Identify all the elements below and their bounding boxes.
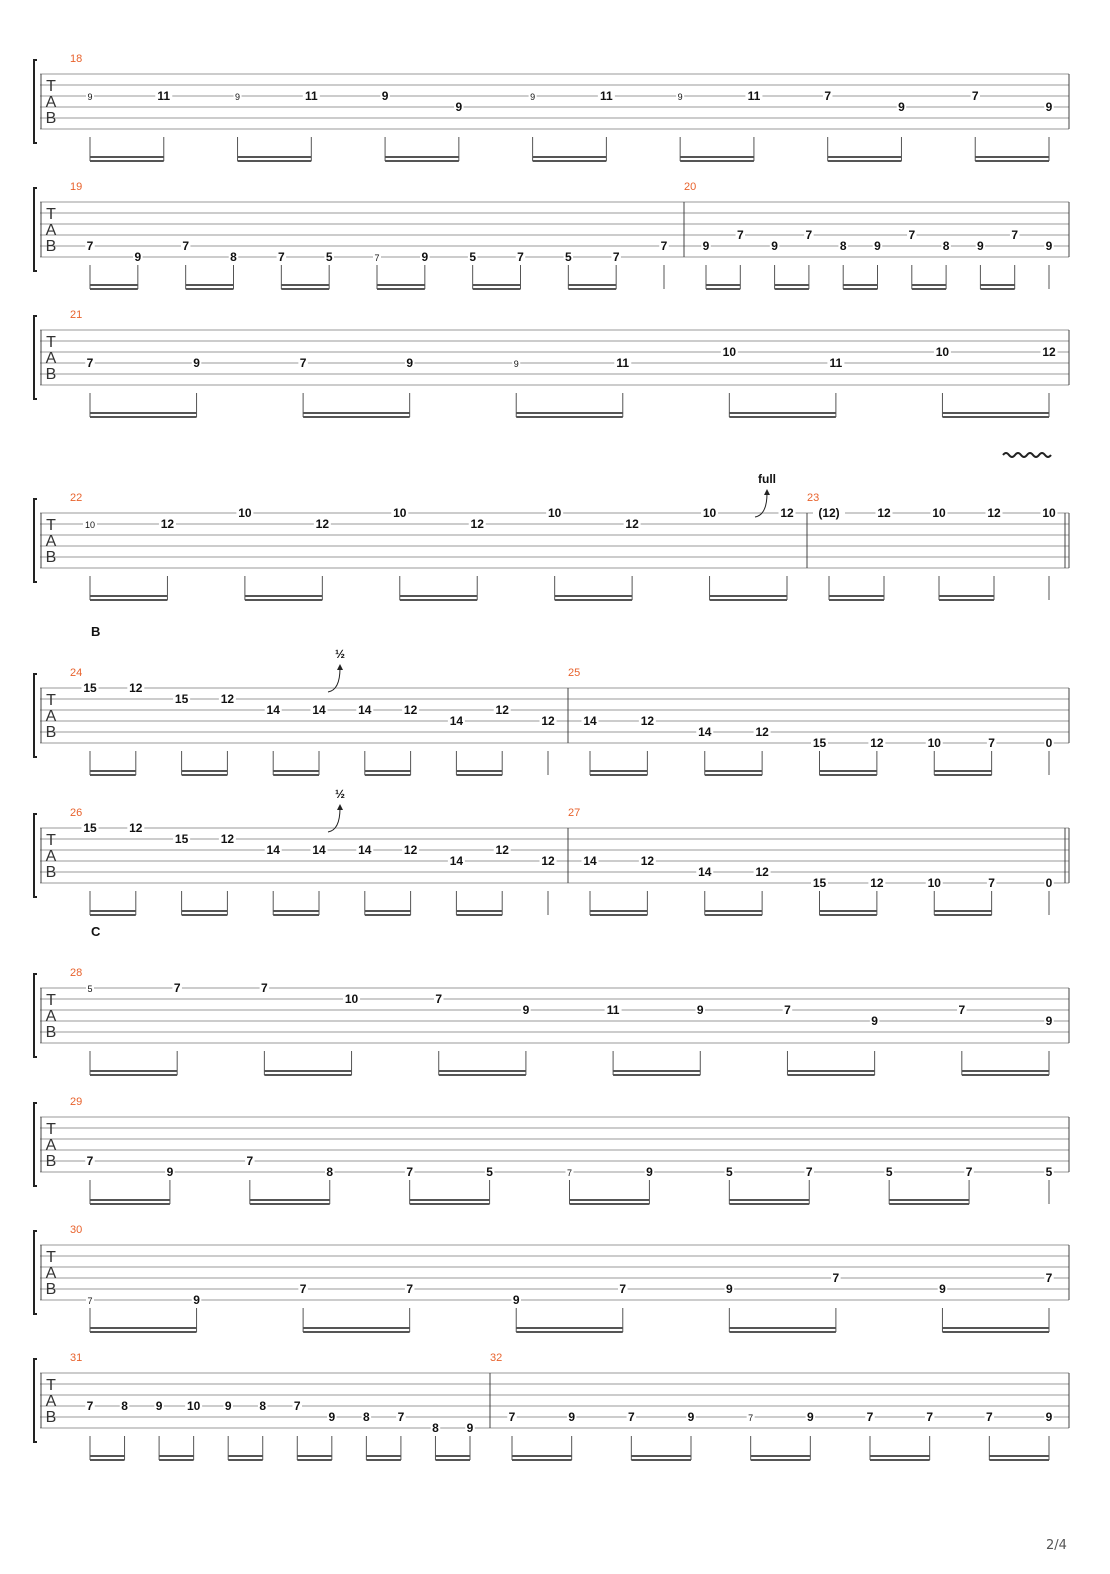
fret-number: 9 bbox=[871, 1014, 878, 1028]
fret-number: 12 bbox=[755, 725, 769, 739]
measure-number: 24 bbox=[70, 667, 83, 679]
tab-clef-letter: A bbox=[45, 1008, 57, 1025]
fret-number: 11 bbox=[829, 356, 843, 370]
grace-fret-number: 9 bbox=[677, 92, 683, 102]
fret-number: 12 bbox=[755, 865, 769, 879]
tab-clef-letter: A bbox=[45, 708, 57, 725]
fret-number: 10 bbox=[344, 992, 359, 1006]
tab-clef-letter: B bbox=[45, 1409, 57, 1426]
fret-number: 12 bbox=[403, 843, 418, 857]
tab-clef-letter: T bbox=[46, 517, 56, 534]
fret-number: 11 bbox=[157, 89, 171, 103]
fret-number: 12 bbox=[541, 714, 555, 728]
fret-number: 12 bbox=[129, 821, 143, 835]
system-bracket bbox=[34, 674, 37, 757]
tab-clef-letter: T bbox=[46, 206, 56, 223]
fret-number: 7 bbox=[784, 1003, 791, 1017]
fret-number: 9 bbox=[466, 1421, 474, 1435]
fret-number: 10 bbox=[393, 506, 407, 520]
tab-clef-letter: B bbox=[45, 1153, 57, 1170]
tab-clef-letter: B bbox=[45, 549, 57, 566]
fret-number: 9 bbox=[1045, 239, 1053, 253]
measure-number: 22 bbox=[70, 492, 83, 504]
measure-number: 23 bbox=[807, 492, 820, 504]
fret-number: 7 bbox=[971, 89, 979, 103]
fret-number: 12 bbox=[1042, 345, 1056, 359]
fret-number: 7 bbox=[406, 1165, 414, 1179]
fret-number: 12 bbox=[160, 517, 175, 531]
fret-number: 11 bbox=[304, 89, 318, 103]
tab-clef-letter: A bbox=[45, 94, 57, 111]
fret-number: 7 bbox=[86, 1154, 94, 1168]
system-bracket bbox=[34, 814, 37, 897]
fret-number: 9 bbox=[193, 1293, 200, 1307]
fret-number: 14 bbox=[266, 843, 280, 857]
fret-number: 9 bbox=[806, 1410, 814, 1424]
section-marker: B bbox=[91, 624, 101, 639]
fret-number: 7 bbox=[805, 1165, 813, 1179]
measure-number: 30 bbox=[70, 1224, 83, 1236]
bend-label: ½ bbox=[334, 647, 346, 661]
fret-number: 14 bbox=[698, 725, 712, 739]
tab-clef-letter: T bbox=[46, 334, 56, 351]
bend-arrow-head bbox=[337, 664, 343, 670]
fret-number: 14 bbox=[266, 703, 280, 717]
fret-number: 12 bbox=[625, 517, 639, 531]
fret-number: 15 bbox=[83, 681, 97, 695]
fret-number: 9 bbox=[568, 1410, 576, 1424]
fret-number: 5 bbox=[725, 1165, 733, 1179]
fret-number: 5 bbox=[885, 1165, 893, 1179]
fret-number: 7 bbox=[1011, 228, 1019, 242]
fret-number: 14 bbox=[312, 843, 326, 857]
fret-number: 8 bbox=[121, 1399, 128, 1413]
grace-fret-number: 9 bbox=[530, 92, 536, 102]
tab-clef-letter: T bbox=[46, 1377, 56, 1394]
fret-number: 7 bbox=[293, 1399, 301, 1413]
tab-clef-letter: T bbox=[46, 78, 56, 95]
system-bracket bbox=[34, 316, 37, 399]
fret-number: 7 bbox=[261, 981, 268, 995]
fret-number: 9 bbox=[874, 239, 881, 253]
fret-number: 9 bbox=[977, 239, 984, 253]
measure-number: 29 bbox=[70, 1096, 83, 1108]
fret-number: 7 bbox=[508, 1410, 516, 1424]
fret-number: 9 bbox=[1045, 1410, 1053, 1424]
fret-number: 9 bbox=[166, 1165, 174, 1179]
fret-number: 7 bbox=[1045, 1271, 1053, 1285]
tab-clef-letter: B bbox=[45, 864, 57, 881]
fret-number: 8 bbox=[942, 239, 950, 253]
fret-number: 8 bbox=[230, 250, 237, 264]
fret-number: 7 bbox=[660, 239, 668, 253]
fret-number: 7 bbox=[926, 1410, 934, 1424]
tab-clef-letter: B bbox=[45, 366, 57, 383]
bend-label: ½ bbox=[334, 787, 346, 801]
fret-number: 9 bbox=[406, 356, 414, 370]
fret-number: 10 bbox=[1042, 506, 1056, 520]
fret-number: 9 bbox=[512, 1293, 520, 1307]
measure-number: 32 bbox=[490, 1352, 503, 1364]
grace-fret-number: 9 bbox=[235, 92, 241, 102]
tab-clef-letter: A bbox=[45, 1393, 57, 1410]
fret-number: 12 bbox=[541, 854, 555, 868]
tab-clef-letter: B bbox=[45, 1024, 57, 1041]
fret-number: (12) bbox=[818, 506, 840, 520]
fret-number: 12 bbox=[495, 843, 509, 857]
tab-clef-letter: A bbox=[45, 848, 57, 865]
page-number: 2/4 bbox=[1046, 1538, 1067, 1553]
fret-number: 12 bbox=[780, 506, 794, 520]
fret-number: 5 bbox=[564, 250, 572, 264]
fret-number: 7 bbox=[965, 1165, 973, 1179]
fret-number: 12 bbox=[220, 832, 235, 846]
fret-number: 7 bbox=[805, 228, 813, 242]
fret-number: 7 bbox=[988, 876, 995, 890]
fret-number: 7 bbox=[406, 1282, 414, 1296]
measure-number: 28 bbox=[70, 967, 83, 979]
fret-number: 9 bbox=[725, 1282, 733, 1296]
tab-clef-letter: T bbox=[46, 832, 56, 849]
fret-number: 7 bbox=[619, 1282, 627, 1296]
system-bracket bbox=[34, 1359, 37, 1442]
fret-number: 9 bbox=[328, 1410, 336, 1424]
fret-number: 7 bbox=[182, 239, 190, 253]
fret-number: 7 bbox=[988, 736, 995, 750]
bend-label: full bbox=[758, 472, 776, 486]
fret-number: 5 bbox=[1045, 1165, 1053, 1179]
fret-number: 7 bbox=[908, 228, 916, 242]
section-marker: C bbox=[91, 924, 101, 939]
fret-number: 8 bbox=[326, 1165, 334, 1179]
measure-number: 26 bbox=[70, 807, 83, 819]
fret-number: 7 bbox=[517, 250, 524, 264]
tab-clef-letter: T bbox=[46, 692, 56, 709]
fret-number: 9 bbox=[455, 100, 463, 114]
fret-number: 12 bbox=[129, 681, 143, 695]
fret-number: 9 bbox=[421, 250, 429, 264]
fret-number: 12 bbox=[987, 506, 1001, 520]
fret-number: 9 bbox=[1045, 100, 1053, 114]
grace-fret-number: 7 bbox=[374, 253, 380, 263]
fret-number: 7 bbox=[866, 1410, 874, 1424]
fret-number: 15 bbox=[812, 736, 827, 750]
fret-number: 10 bbox=[702, 506, 717, 520]
grace-fret-number: 9 bbox=[87, 92, 93, 102]
fret-number: 11 bbox=[747, 89, 761, 103]
fret-number: 14 bbox=[358, 843, 372, 857]
fret-number: 0 bbox=[1045, 876, 1053, 890]
measure-number: 27 bbox=[568, 807, 581, 819]
fret-number: 7 bbox=[958, 1003, 966, 1017]
fret-number: 9 bbox=[193, 356, 200, 370]
tab-clef-letter: B bbox=[45, 724, 57, 741]
fret-number: 14 bbox=[449, 854, 464, 868]
fret-number: 5 bbox=[325, 250, 333, 264]
fret-number: 9 bbox=[522, 1003, 530, 1017]
fret-number: 12 bbox=[640, 854, 655, 868]
grace-fret-number: 7 bbox=[87, 1296, 93, 1306]
fret-number: 10 bbox=[547, 506, 562, 520]
fret-number: 14 bbox=[358, 703, 372, 717]
fret-number: 11 bbox=[616, 356, 630, 370]
fret-number: 5 bbox=[469, 250, 477, 264]
fret-number: 12 bbox=[640, 714, 655, 728]
fret-number: 10 bbox=[932, 506, 946, 520]
fret-number: 7 bbox=[824, 89, 832, 103]
grace-fret-number: 5 bbox=[87, 984, 93, 994]
fret-number: 7 bbox=[627, 1410, 635, 1424]
fret-number: 7 bbox=[277, 250, 285, 264]
fret-number: 9 bbox=[687, 1410, 695, 1424]
fret-number: 8 bbox=[432, 1421, 439, 1435]
bend-arrow-head bbox=[764, 489, 770, 495]
tab-clef-letter: A bbox=[45, 1137, 57, 1154]
measure-number: 20 bbox=[684, 181, 697, 193]
fret-number: 7 bbox=[173, 981, 181, 995]
fret-number: 5 bbox=[486, 1165, 493, 1179]
tab-clef-letter: A bbox=[45, 222, 57, 239]
fret-number: 8 bbox=[259, 1399, 267, 1413]
grace-fret-number: 7 bbox=[748, 1413, 754, 1423]
fret-number: 7 bbox=[985, 1410, 993, 1424]
measure-number: 31 bbox=[70, 1352, 83, 1364]
tab-clef-letter: A bbox=[45, 533, 57, 550]
fret-number: 11 bbox=[606, 1003, 620, 1017]
fret-number: 10 bbox=[935, 345, 950, 359]
fret-number: 9 bbox=[771, 239, 778, 253]
fret-number: 7 bbox=[435, 992, 443, 1006]
system-bracket bbox=[34, 60, 37, 143]
vibrato-mark bbox=[1003, 453, 1051, 457]
measure-number: 21 bbox=[70, 309, 83, 321]
fret-number: 7 bbox=[86, 356, 94, 370]
fret-number: 9 bbox=[155, 1399, 163, 1413]
tab-clef-letter: B bbox=[45, 110, 57, 127]
grace-fret-number: 9 bbox=[513, 359, 519, 369]
fret-number: 7 bbox=[299, 1282, 307, 1296]
fret-number: 12 bbox=[877, 506, 891, 520]
fret-number: 9 bbox=[1045, 1014, 1053, 1028]
fret-number: 15 bbox=[83, 821, 97, 835]
system-bracket bbox=[34, 188, 37, 271]
grace-fret-number: 10 bbox=[84, 520, 96, 530]
tab-clef-letter: T bbox=[46, 1121, 56, 1138]
fret-number: 7 bbox=[246, 1154, 254, 1168]
tab-clef-letter: A bbox=[45, 350, 57, 367]
fret-number: 12 bbox=[470, 517, 484, 531]
fret-number: 9 bbox=[702, 239, 710, 253]
fret-number: 12 bbox=[870, 736, 884, 750]
system-bracket bbox=[34, 1103, 37, 1186]
tab-clef-letter: T bbox=[46, 992, 56, 1009]
fret-number: 12 bbox=[315, 517, 330, 531]
fret-number: 8 bbox=[363, 1410, 370, 1424]
fret-number: 15 bbox=[174, 832, 189, 846]
fret-number: 9 bbox=[939, 1282, 946, 1296]
fret-number: 7 bbox=[832, 1271, 840, 1285]
fret-number: 14 bbox=[583, 854, 597, 868]
fret-number: 10 bbox=[927, 876, 941, 890]
measure-number: 18 bbox=[70, 53, 83, 65]
fret-number: 12 bbox=[403, 703, 418, 717]
fret-number: 14 bbox=[583, 714, 597, 728]
fret-number: 8 bbox=[839, 239, 847, 253]
fret-number: 9 bbox=[134, 250, 142, 264]
fret-number: 15 bbox=[812, 876, 827, 890]
fret-number: 9 bbox=[224, 1399, 232, 1413]
fret-number: 0 bbox=[1045, 736, 1053, 750]
fret-number: 11 bbox=[600, 89, 613, 103]
fret-number: 9 bbox=[381, 89, 389, 103]
tab-clef-letter: A bbox=[45, 1265, 57, 1282]
tab-clef-letter: B bbox=[45, 1281, 57, 1298]
fret-number: 7 bbox=[397, 1410, 405, 1424]
fret-number: 14 bbox=[312, 703, 326, 717]
system-bracket bbox=[34, 1231, 37, 1314]
fret-number: 15 bbox=[174, 692, 189, 706]
fret-number: 14 bbox=[449, 714, 464, 728]
measure-number: 19 bbox=[70, 181, 83, 193]
fret-number: 12 bbox=[495, 703, 509, 717]
fret-number: 7 bbox=[299, 356, 307, 370]
bend-arrow-head bbox=[337, 804, 343, 810]
system-bracket bbox=[34, 974, 37, 1057]
grace-fret-number: 7 bbox=[566, 1168, 573, 1178]
fret-number: 10 bbox=[238, 506, 252, 520]
fret-number: 10 bbox=[722, 345, 737, 359]
fret-number: 12 bbox=[870, 876, 884, 890]
measure-number: 25 bbox=[568, 667, 581, 679]
fret-number: 10 bbox=[927, 736, 941, 750]
fret-number: 7 bbox=[612, 250, 620, 264]
system-bracket bbox=[34, 499, 37, 582]
fret-number: 12 bbox=[220, 692, 235, 706]
fret-number: 7 bbox=[736, 228, 744, 242]
fret-number: 7 bbox=[86, 1399, 94, 1413]
tab-clef-letter: T bbox=[46, 1249, 56, 1266]
fret-number: 9 bbox=[898, 100, 905, 114]
tab-clef-letter: B bbox=[45, 238, 57, 255]
fret-number: 10 bbox=[186, 1399, 201, 1413]
fret-number: 14 bbox=[698, 865, 712, 879]
fret-number: 7 bbox=[86, 239, 94, 253]
fret-number: 9 bbox=[646, 1165, 653, 1179]
fret-number: 9 bbox=[696, 1003, 704, 1017]
